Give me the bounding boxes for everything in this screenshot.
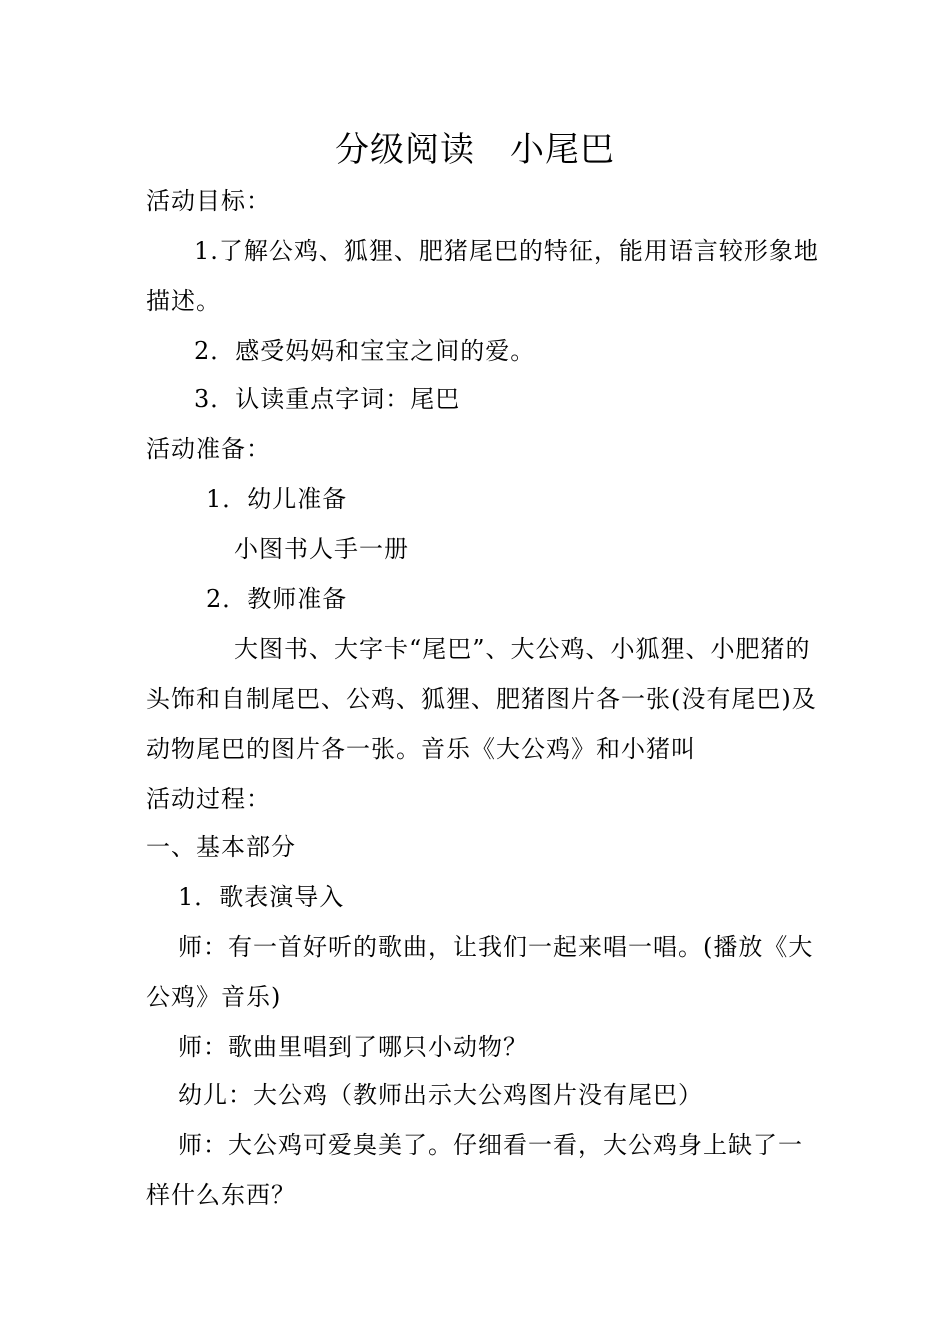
prep-item-2-detail-end: 动物尾巴的图片各一张。音乐《大公鸡》和小猪叫 (146, 735, 696, 763)
section-heading-goals: 活动目标： (146, 187, 271, 215)
goal-item-1: 1.了解公鸡、狐狸、肥猪尾巴的特征，能用语言较形象地 (194, 237, 819, 265)
prep-item-2-detail: 大图书、大字卡“尾巴”、大公鸡、小狐狸、小肥猪的 (234, 635, 811, 663)
goal-item-1-continued: 描述。 (146, 287, 221, 315)
goal-item-3: 3．认读重点字词：尾巴 (194, 385, 461, 413)
dialogue-line-2: 师：歌曲里唱到了哪只小动物？ (178, 1033, 528, 1061)
document-title: 分级阅读 小尾巴 (335, 130, 615, 170)
prep-item-2-detail-continued: 头饰和自制尾巴、公鸡、狐狸、肥猪图片各一张(没有尾巴)及 (146, 685, 817, 713)
dialogue-line-4-continued: 样什么东西？ (146, 1181, 296, 1209)
section-heading-preparation: 活动准备： (146, 435, 271, 463)
section-heading-process: 活动过程： (146, 785, 271, 813)
dialogue-line-1-continued: 公鸡》音乐) (146, 983, 282, 1011)
prep-item-2: 2．教师准备 (206, 585, 348, 613)
dialogue-line-1: 师：有一首好听的歌曲，让我们一起来唱一唱。(播放《大 (178, 933, 814, 961)
process-step-1: 1．歌表演导入 (178, 883, 345, 911)
dialogue-line-3: 幼儿：大公鸡（教师出示大公鸡图片没有尾巴） (178, 1081, 703, 1109)
prep-item-1-detail: 小图书人手一册 (234, 535, 409, 563)
dialogue-line-4: 师：大公鸡可爱臭美了。仔细看一看，大公鸡身上缺了一 (178, 1131, 803, 1159)
goal-item-2: 2．感受妈妈和宝宝之间的爱。 (194, 337, 536, 365)
prep-item-1: 1．幼儿准备 (206, 485, 348, 513)
process-part-1: 一、基本部分 (146, 833, 296, 861)
